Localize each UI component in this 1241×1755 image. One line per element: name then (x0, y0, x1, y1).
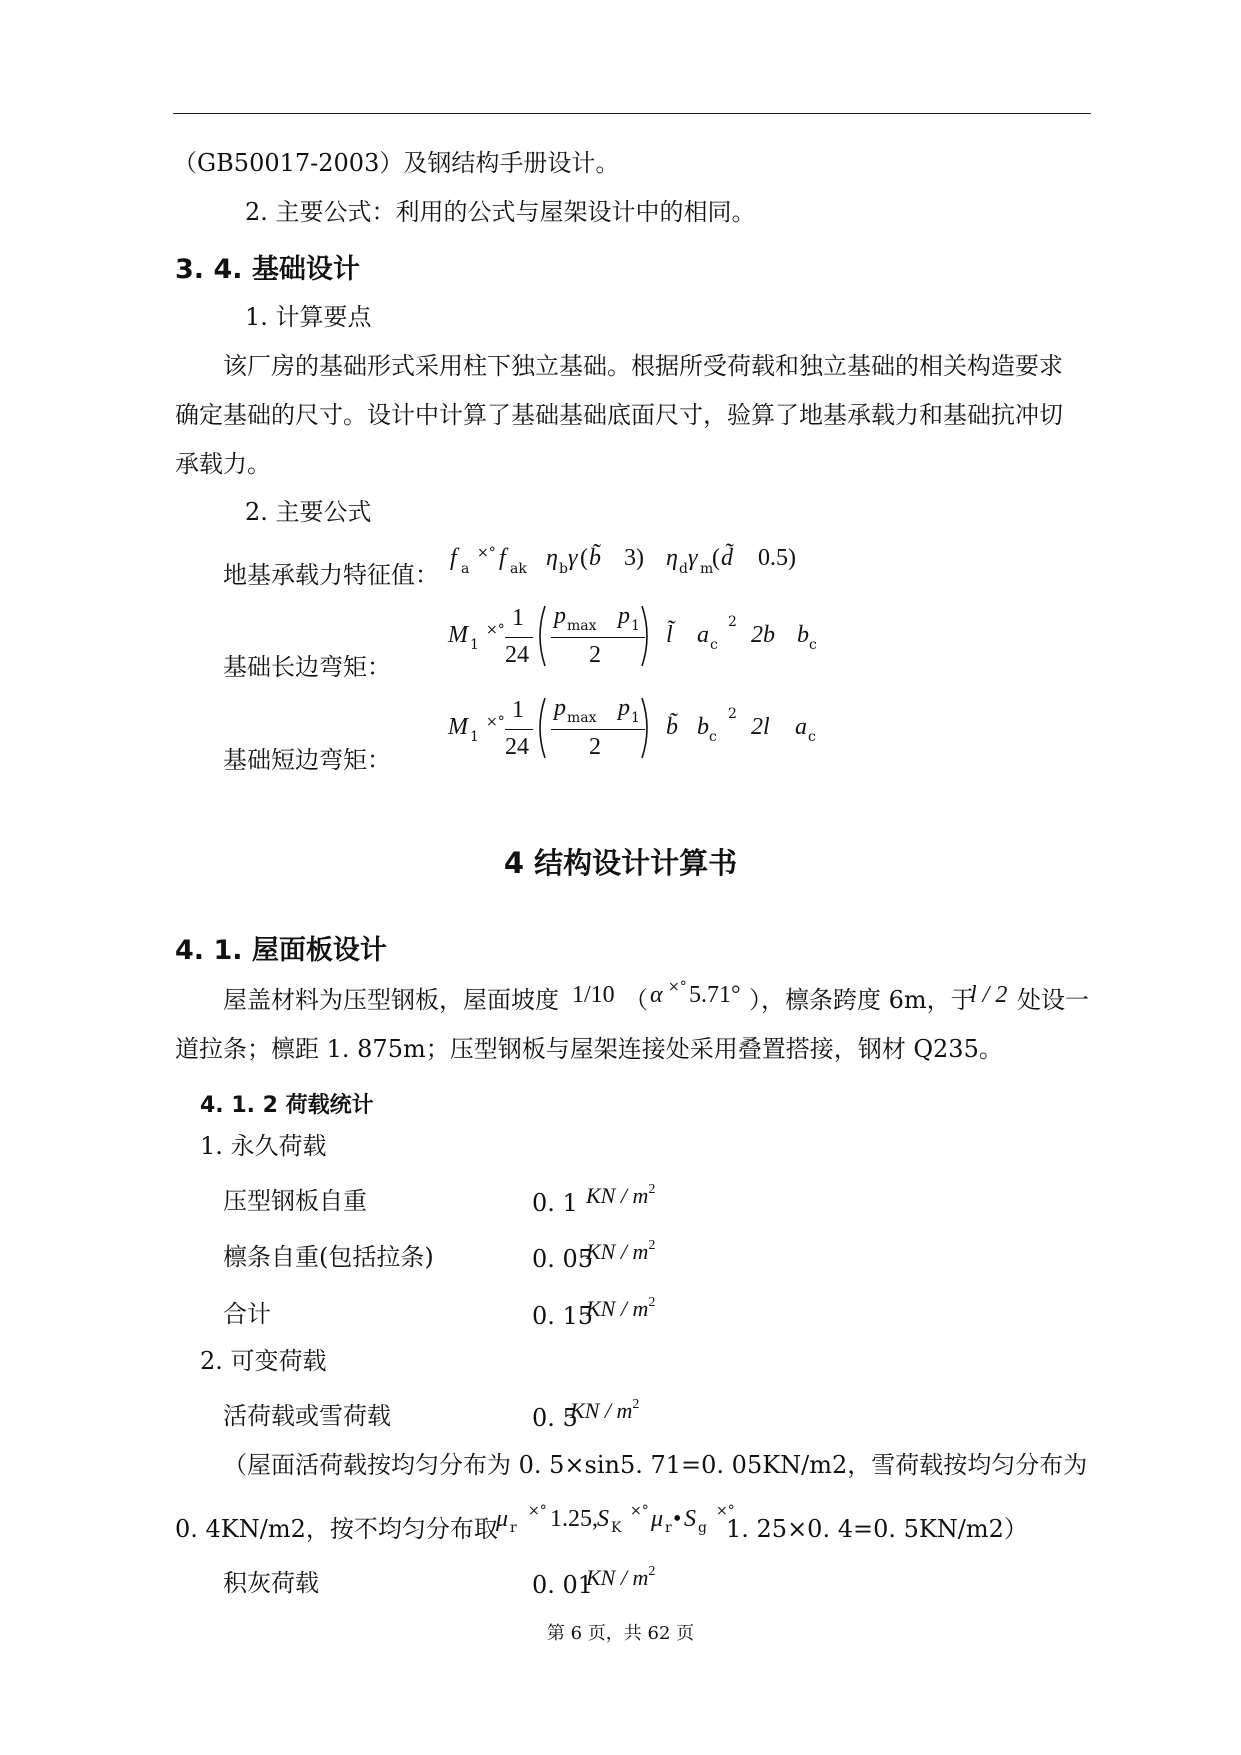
formula-symbol: η (666, 545, 678, 571)
formula-symbol: 2b (751, 622, 775, 648)
equals-glyph-icon: ×° (630, 1503, 649, 1519)
formula-subscript: g (698, 1520, 707, 1536)
equals-glyph-icon: ×° (486, 714, 505, 730)
formula-symbol: S (684, 1506, 696, 1532)
fraction-numerator: 1 (512, 697, 524, 723)
formula-symbol: η (546, 545, 558, 571)
note-text: 1. 25×0. 4=0. 5KN/m2） (726, 1515, 1028, 1543)
formula-subscript: 1 (470, 637, 479, 653)
paragraph-text: 屋盖材料为压型钢板，屋面坡度 (223, 986, 559, 1014)
intro-line-1: （GB50017-2003）及钢结构手册设计。 (173, 149, 620, 177)
load-name: 合计 (223, 1300, 271, 1328)
paragraph-text: 道拉条；檩距 1. 875m；压型钢板与屋架连接处采用叠置搭接，钢材 Q235。 (175, 1035, 1003, 1063)
formula-subscript: c (808, 729, 816, 745)
formula-subscript: b (559, 561, 568, 577)
angle-symbol: α (650, 982, 663, 1008)
formula-symbol: p (554, 603, 566, 629)
formula-term: • (673, 1506, 682, 1532)
paragraph-text: 处设一 (1017, 986, 1089, 1014)
equals-glyph-icon: ×° (668, 979, 687, 995)
formula-symbol: γ (688, 545, 698, 571)
load-name: 压型钢板自重 (223, 1187, 367, 1215)
formula-subscript: 1 (631, 618, 640, 634)
list-item-calc-points: 1. 计算要点 (245, 303, 372, 331)
fraction-denominator: 2 (589, 734, 601, 760)
load-unit: KN / $m^2$ (586, 1182, 656, 1208)
formula-subscript: r (510, 1520, 517, 1536)
load-unit: KN / $m^2$ (586, 1238, 656, 1264)
formula-term: 0.5) (758, 545, 796, 571)
formula-subscript: max (567, 710, 597, 726)
formula-symbol: M (448, 622, 468, 648)
load-unit: KN / $m^2$ (570, 1397, 640, 1423)
formula-symbol: f (450, 545, 457, 571)
fraction-bar (505, 729, 533, 730)
formula-symbol: p (618, 603, 630, 629)
half-span-symbol: l / 2 (970, 982, 1008, 1008)
formula-symbol: b (697, 714, 709, 740)
formula-subscript: a (461, 561, 470, 577)
equals-glyph-icon: ×° (486, 622, 505, 638)
formula-symbol: b (797, 622, 809, 648)
formula-subscript: 1 (470, 729, 479, 745)
list-item-main-formulas: 2. 主要公式 (245, 498, 372, 526)
formula-paren-open: ( (580, 545, 588, 571)
load-unit: KN / $m^2$ (586, 1564, 656, 1590)
chapter-title: 4 结构设计计算书 (503, 846, 738, 880)
formula-symbol: 2l (751, 714, 770, 740)
formula-symbol: S (597, 1506, 609, 1532)
fraction-denominator: 24 (505, 734, 529, 760)
load-name: 活荷载或雪荷载 (223, 1402, 391, 1430)
formula-symbol: l̃ (666, 622, 673, 648)
formula-symbol: a (697, 622, 709, 648)
formula-superscript: 2 (728, 614, 737, 630)
load-unit: KN / $m^2$ (586, 1295, 656, 1321)
formula-symbol: b̃ (589, 545, 601, 571)
formula-label-short-side: 基础短边弯矩： (223, 746, 391, 774)
formula-label-long-side: 基础长边弯矩： (223, 653, 391, 681)
paragraph-line: 该厂房的基础形式采用柱下独立基础。根据所受荷载和独立基础的相关构造要求 (223, 352, 1063, 380)
formula-symbol: μ (496, 1506, 509, 1532)
formula-term: 3) (624, 545, 644, 571)
load-value: 0. 01 (532, 1571, 594, 1599)
equals-glyph-icon: ×° (528, 1503, 547, 1519)
equals-glyph-icon: ×° (716, 1503, 735, 1519)
formula-subscript: m (700, 561, 714, 577)
paragraph-line: 承载力。 (175, 450, 271, 478)
note-text: 0. 4KN/m2，按不均匀分布取 (175, 1515, 498, 1543)
fraction-bar (551, 729, 645, 730)
load-name: 积灰荷载 (223, 1569, 319, 1597)
list-item-variable-load: 2. 可变荷载 (200, 1347, 327, 1375)
formula-symbol: a (795, 714, 807, 740)
header-rule (173, 113, 1091, 114)
formula-symbol: M (448, 714, 468, 740)
list-item-permanent-load: 1. 永久荷载 (200, 1132, 327, 1160)
formula-label-bearing: 地基承载力特征值： (223, 561, 439, 589)
load-value: 0. 1 (532, 1189, 578, 1217)
subsection-heading-4-1-2: 4. 1. 2 荷载统计 (200, 1093, 374, 1118)
paren-right-icon (640, 696, 654, 760)
formula-subscript: c (809, 637, 817, 653)
formula-superscript: 2 (728, 706, 737, 722)
fraction-bar (551, 637, 645, 638)
section-heading-3-4: 3. 4. 基础设计 (175, 254, 360, 285)
formula-symbol: μ (651, 1506, 664, 1532)
note-line-1: （屋面活荷载按均匀分布为 0. 5×sin5. 71=0. 05KN/m2，雪荷载按均匀分布为 (223, 1451, 1088, 1479)
angle-value: 5.71° (689, 982, 741, 1008)
paren-right-icon (640, 604, 654, 668)
load-value: 0. 15 (532, 1302, 594, 1330)
formula-symbol: p (618, 695, 630, 721)
formula-subscript: max (567, 618, 597, 634)
formula-paren-open: ( (712, 545, 720, 571)
page-footer: 第 6 页，共 62 页 (546, 1623, 695, 1644)
formula-symbol: d̃ (721, 545, 733, 571)
formula-symbol: f (499, 545, 506, 571)
slope-value: 1/10 (572, 982, 615, 1008)
formula-subscript: K (611, 1520, 622, 1536)
fraction-bar (505, 637, 533, 638)
intro-line-2: 2. 主要公式：利用的公式与屋架设计中的相同。 (245, 198, 756, 226)
paragraph-text: （ (624, 986, 648, 1014)
formula-subscript: c (709, 729, 717, 745)
section-heading-4-1: 4. 1. 屋面板设计 (175, 935, 387, 966)
fraction-denominator: 24 (505, 642, 529, 668)
load-name: 檩条自重(包括拉条) (223, 1243, 434, 1271)
paren-left-icon (533, 604, 547, 668)
formula-subscript: c (710, 637, 718, 653)
formula-symbol: b̃ (666, 714, 678, 740)
formula-symbol: γ (568, 545, 578, 571)
load-value: 0. 05 (532, 1245, 594, 1273)
load-value: 0. 5 (532, 1404, 578, 1432)
paragraph-text: ），檩条跨度 6m，于 (749, 986, 975, 1014)
formula-term: 1.25, (550, 1506, 598, 1532)
fraction-denominator: 2 (589, 642, 601, 668)
paren-left-icon (533, 696, 547, 760)
fraction-numerator: 1 (512, 605, 524, 631)
paragraph-line: 确定基础的尺寸。设计中计算了基础基础底面尺寸，验算了地基承载力和基础抗冲切 (175, 401, 1063, 429)
formula-subscript: ak (510, 561, 527, 577)
formula-subscript: d (679, 561, 688, 577)
formula-subscript: 1 (631, 710, 640, 726)
formula-symbol: p (554, 695, 566, 721)
equals-glyph-icon: ×° (477, 545, 496, 561)
formula-subscript: r (665, 1520, 672, 1536)
